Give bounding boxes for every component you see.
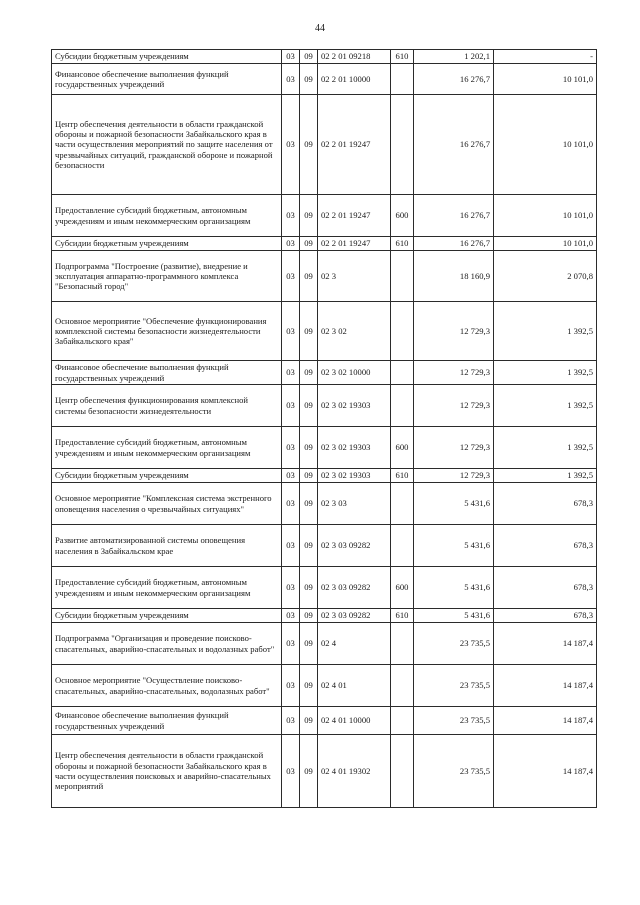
section-code-cell: 03 — [282, 361, 300, 385]
expense-type-cell — [391, 525, 414, 567]
row-name-cell: Основное мероприятие "Комплексная система экстренного оповещения населения о чрезвычайных ситуациях" — [52, 483, 282, 525]
target-article-cell: 02 3 02 — [318, 302, 391, 361]
subsection-code-cell: 09 — [300, 64, 318, 95]
table-row — [52, 665, 597, 707]
table-row — [52, 385, 597, 427]
executed-amount-cell: 1 392,5 — [494, 469, 597, 483]
section-code-cell: 03 — [282, 427, 300, 469]
subsection-code-cell: 09 — [300, 567, 318, 609]
subsection-code-cell: 09 — [300, 195, 318, 237]
table-row — [52, 64, 597, 95]
section-code-cell: 03 — [282, 50, 300, 64]
amount-cell: 5 431,6 — [414, 609, 494, 623]
row-name-cell: Развитие автоматизированной системы оповещения населения в Забайкальском крае — [52, 525, 282, 567]
row-name-cell: Основное мероприятие "Обеспечение функционирования комплексной системы безопасности жизнедеятельности Забайкальского края" — [52, 302, 282, 361]
executed-amount-cell: 678,3 — [494, 483, 597, 525]
expense-type-cell: 610 — [391, 469, 414, 483]
section-code-cell: 03 — [282, 251, 300, 302]
subsection-code-cell: 09 — [300, 385, 318, 427]
amount-cell: 18 160,9 — [414, 251, 494, 302]
amount-cell: 23 735,5 — [414, 707, 494, 735]
table-row — [52, 251, 597, 302]
target-article-cell: 02 2 01 19247 — [318, 237, 391, 251]
amount-cell: 5 431,6 — [414, 525, 494, 567]
amount-cell: 23 735,5 — [414, 665, 494, 707]
amount-cell: 12 729,3 — [414, 385, 494, 427]
amount-cell: 16 276,7 — [414, 195, 494, 237]
executed-amount-cell: 10 101,0 — [494, 195, 597, 237]
table-row — [52, 302, 597, 361]
amount-cell: 12 729,3 — [414, 427, 494, 469]
target-article-cell: 02 3 03 09282 — [318, 567, 391, 609]
expense-type-cell — [391, 64, 414, 95]
section-code-cell: 03 — [282, 665, 300, 707]
subsection-code-cell: 09 — [300, 609, 318, 623]
executed-amount-cell: 10 101,0 — [494, 95, 597, 195]
section-code-cell: 03 — [282, 567, 300, 609]
target-article-cell: 02 3 02 19303 — [318, 385, 391, 427]
section-code-cell: 03 — [282, 483, 300, 525]
target-article-cell: 02 2 01 19247 — [318, 195, 391, 237]
table-row — [52, 237, 597, 251]
section-code-cell: 03 — [282, 385, 300, 427]
table-row — [52, 735, 597, 808]
target-article-cell: 02 2 01 10000 — [318, 64, 391, 95]
executed-amount-cell: 10 101,0 — [494, 237, 597, 251]
subsection-code-cell: 09 — [300, 469, 318, 483]
target-article-cell: 02 3 03 09282 — [318, 525, 391, 567]
expense-type-cell: 600 — [391, 567, 414, 609]
expense-type-cell — [391, 707, 414, 735]
amount-cell: 23 735,5 — [414, 623, 494, 665]
row-name-cell: Предоставление субсидий бюджетным, автономным учреждениям и иным некоммерческим организациям — [52, 195, 282, 237]
executed-amount-cell: 14 187,4 — [494, 707, 597, 735]
expense-type-cell — [391, 483, 414, 525]
table-row — [52, 95, 597, 195]
section-code-cell: 03 — [282, 735, 300, 808]
subsection-code-cell: 09 — [300, 483, 318, 525]
subsection-code-cell: 09 — [300, 623, 318, 665]
table-row — [52, 609, 597, 623]
row-name-cell: Субсидии бюджетным учреждениям — [52, 237, 282, 251]
section-code-cell: 03 — [282, 707, 300, 735]
table-row — [52, 567, 597, 609]
subsection-code-cell: 09 — [300, 50, 318, 64]
table-row — [52, 525, 597, 567]
expense-type-cell: 610 — [391, 609, 414, 623]
expense-type-cell — [391, 665, 414, 707]
row-name-cell: Центр обеспечения функционирования комплексной системы безопасности жизнедеятельности — [52, 385, 282, 427]
executed-amount-cell: 10 101,0 — [494, 64, 597, 95]
executed-amount-cell: 1 392,5 — [494, 302, 597, 361]
executed-amount-cell: 2 070,8 — [494, 251, 597, 302]
page-number: 44 — [315, 23, 325, 34]
row-name-cell: Центр обеспечения деятельности в области гражданской обороны и пожарной безопасности Забайкальского края в части осуществления мероприятий по защите населения от чрезвычайных ситуаций, гражданской обороне и пожарной безопасности — [52, 95, 282, 195]
subsection-code-cell: 09 — [300, 525, 318, 567]
expense-type-cell — [391, 623, 414, 665]
row-name-cell: Субсидии бюджетным учреждениям — [52, 50, 282, 64]
table-row — [52, 361, 597, 385]
table-row — [52, 623, 597, 665]
row-name-cell: Финансовое обеспечение выполнения функций государственных учреждений — [52, 64, 282, 95]
subsection-code-cell: 09 — [300, 361, 318, 385]
subsection-code-cell: 09 — [300, 735, 318, 808]
target-article-cell: 02 3 02 10000 — [318, 361, 391, 385]
expense-type-cell — [391, 302, 414, 361]
section-code-cell: 03 — [282, 525, 300, 567]
executed-amount-cell: - — [494, 50, 597, 64]
executed-amount-cell: 14 187,4 — [494, 735, 597, 808]
table-row — [52, 707, 597, 735]
target-article-cell: 02 4 01 19302 — [318, 735, 391, 808]
table-row — [52, 469, 597, 483]
amount-cell: 5 431,6 — [414, 483, 494, 525]
executed-amount-cell: 678,3 — [494, 609, 597, 623]
expense-type-cell: 600 — [391, 195, 414, 237]
budget-table-body — [52, 50, 597, 808]
row-name-cell: Подпрограмма "Построение (развитие), внедрение и эксплуатация аппаратно-программного комплекса "Безопасный город" — [52, 251, 282, 302]
budget-table — [51, 49, 597, 808]
row-name-cell: Предоставление субсидий бюджетным, автономным учреждениям и иным некоммерческим организациям — [52, 427, 282, 469]
amount-cell: 16 276,7 — [414, 95, 494, 195]
amount-cell: 16 276,7 — [414, 237, 494, 251]
target-article-cell: 02 2 01 19247 — [318, 95, 391, 195]
table-row — [52, 427, 597, 469]
executed-amount-cell: 1 392,5 — [494, 361, 597, 385]
executed-amount-cell: 678,3 — [494, 525, 597, 567]
amount-cell: 23 735,5 — [414, 735, 494, 808]
executed-amount-cell: 14 187,4 — [494, 665, 597, 707]
expense-type-cell — [391, 361, 414, 385]
row-name-cell: Субсидии бюджетным учреждениям — [52, 469, 282, 483]
target-article-cell: 02 2 01 09218 — [318, 50, 391, 64]
amount-cell: 16 276,7 — [414, 64, 494, 95]
section-code-cell: 03 — [282, 469, 300, 483]
section-code-cell: 03 — [282, 237, 300, 251]
section-code-cell: 03 — [282, 623, 300, 665]
expense-type-cell — [391, 385, 414, 427]
section-code-cell: 03 — [282, 302, 300, 361]
expense-type-cell: 600 — [391, 427, 414, 469]
target-article-cell: 02 3 — [318, 251, 391, 302]
target-article-cell: 02 4 — [318, 623, 391, 665]
amount-cell: 5 431,6 — [414, 567, 494, 609]
row-name-cell: Финансовое обеспечение выполнения функций государственных учреждений — [52, 707, 282, 735]
target-article-cell: 02 3 02 19303 — [318, 469, 391, 483]
table-row — [52, 50, 597, 64]
subsection-code-cell: 09 — [300, 237, 318, 251]
section-code-cell: 03 — [282, 609, 300, 623]
section-code-cell: 03 — [282, 195, 300, 237]
amount-cell: 12 729,3 — [414, 361, 494, 385]
target-article-cell: 02 3 03 09282 — [318, 609, 391, 623]
amount-cell: 1 202,1 — [414, 50, 494, 64]
subsection-code-cell: 09 — [300, 95, 318, 195]
subsection-code-cell: 09 — [300, 665, 318, 707]
amount-cell: 12 729,3 — [414, 302, 494, 361]
row-name-cell: Финансовое обеспечение выполнения функций государственных учреждений — [52, 361, 282, 385]
target-article-cell: 02 4 01 10000 — [318, 707, 391, 735]
target-article-cell: 02 3 03 — [318, 483, 391, 525]
row-name-cell: Подпрограмма "Организация и проведение поисково-спасательных, аварийно-спасательных и водолазных работ" — [52, 623, 282, 665]
executed-amount-cell: 1 392,5 — [494, 385, 597, 427]
row-name-cell: Субсидии бюджетным учреждениям — [52, 609, 282, 623]
table-row — [52, 483, 597, 525]
row-name-cell: Центр обеспечения деятельности в области гражданской обороны и пожарной безопасности Забайкальского края в части осуществления поисковых и аварийно-спасательных мероприятий — [52, 735, 282, 808]
section-code-cell: 03 — [282, 95, 300, 195]
section-code-cell: 03 — [282, 64, 300, 95]
expense-type-cell — [391, 251, 414, 302]
amount-cell: 12 729,3 — [414, 469, 494, 483]
expense-type-cell — [391, 735, 414, 808]
expense-type-cell — [391, 95, 414, 195]
executed-amount-cell: 678,3 — [494, 567, 597, 609]
subsection-code-cell: 09 — [300, 302, 318, 361]
expense-type-cell: 610 — [391, 50, 414, 64]
target-article-cell: 02 4 01 — [318, 665, 391, 707]
subsection-code-cell: 09 — [300, 427, 318, 469]
expense-type-cell: 610 — [391, 237, 414, 251]
subsection-code-cell: 09 — [300, 251, 318, 302]
row-name-cell: Предоставление субсидий бюджетным, автономным учреждениям и иным некоммерческим организациям — [52, 567, 282, 609]
executed-amount-cell: 1 392,5 — [494, 427, 597, 469]
row-name-cell: Основное мероприятие "Осуществление поисково-спасательных, аварийно-спасательных, водолазных работ" — [52, 665, 282, 707]
target-article-cell: 02 3 02 19303 — [318, 427, 391, 469]
table-row — [52, 195, 597, 237]
executed-amount-cell: 14 187,4 — [494, 623, 597, 665]
subsection-code-cell: 09 — [300, 707, 318, 735]
